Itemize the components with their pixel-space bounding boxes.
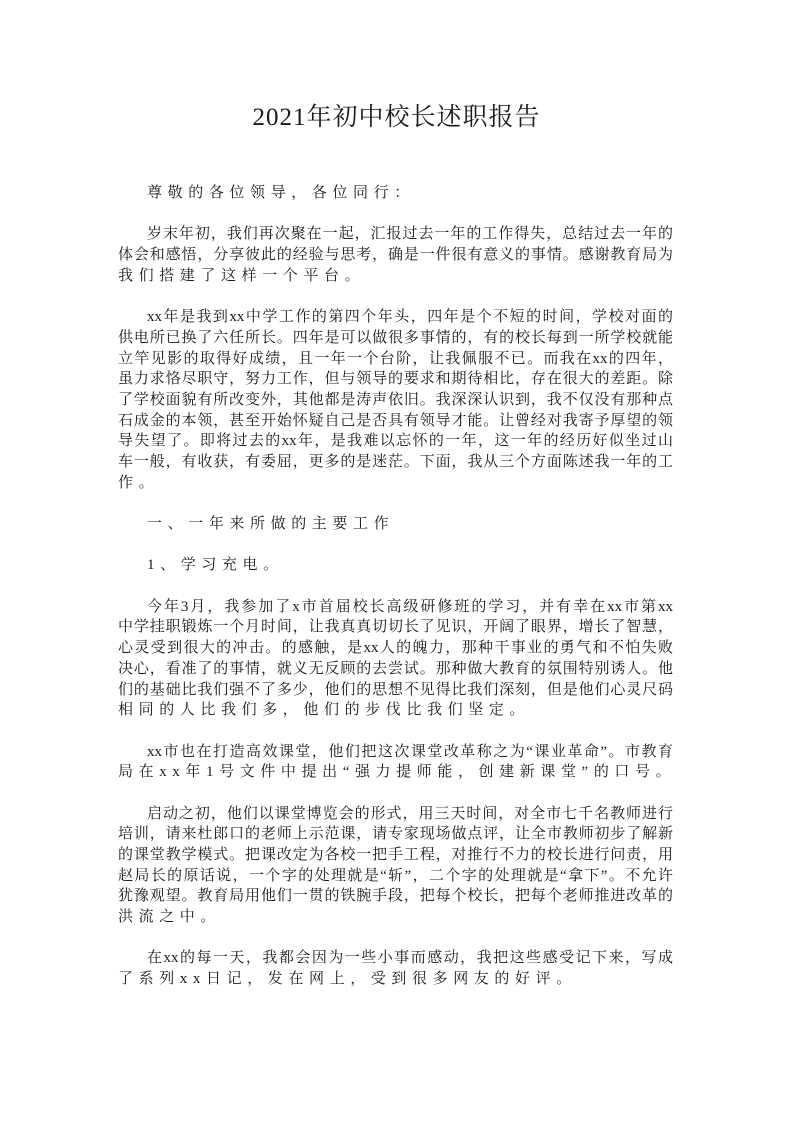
paragraph <box>118 555 673 576</box>
paragraph-line: 岁末年初，我们再次聚在一起，汇报过去一年的工作得失，总结过去一年的 <box>147 226 673 243</box>
paragraph-line: 培训，请来杜郎口的老师上示范课，请专家现场做点评，让全市教师初步了解新 <box>118 826 673 843</box>
paragraph-line: 虽力求恪尽职守，努力工作，但与领导的要求和期待相比，存在很大的差距。除 <box>118 371 673 388</box>
paragraph <box>118 224 673 286</box>
paragraph-line: 在xx的每一天，我都会因为一些小事而感动，我把这些感受记下来，写成 <box>147 950 673 967</box>
paragraph <box>118 804 673 928</box>
paragraph-line: 赵局长的原话说，一个字的处理就是“斩”，二个字的处理就是“拿下”。不允许 <box>118 867 673 884</box>
paragraph-line: 1、学习充电。 <box>147 557 284 574</box>
paragraph-line: 决心，看准了的事情，就义无反顾的去尝试。那种做大教育的氛围特别诱人。他 <box>118 660 673 677</box>
paragraph-line: 局在xx年1号文件中提出“强力提师能，创建新课堂”的口号。 <box>118 764 677 781</box>
document-title: 2021年初中校长述职报告 <box>252 104 541 131</box>
paragraph-line: 体会和感悟，分享彼此的经验与思考，确是一件很有意义的事情。感谢教育局为 <box>118 247 673 264</box>
paragraph <box>118 183 673 204</box>
paragraph-line: 中学挂职锻炼一个月时间，让我真真切切长了见识，开阔了眼界，增长了智慧， <box>118 619 673 636</box>
paragraph <box>118 307 673 493</box>
paragraph-line: 犹豫观望。教育局用他们一贯的铁腕手段，把每个校长，把每个老师推进改革的 <box>118 888 673 905</box>
paragraph-line: 的课堂教学模式。把课改定为各校一把手工程，对推行不力的校长进行问责，用 <box>118 847 673 863</box>
paragraph-line: 相同的人比我们多，他们的步伐比我们坚定。 <box>118 702 531 719</box>
paragraph-line: 今年3月，我参加了x市首届校长高级研修班的学习，并有幸在xx市第xx <box>147 598 673 615</box>
paragraph-line: 作。 <box>118 474 160 491</box>
paragraph-line: 了系列xx日记，发在网上，受到很多网友的好评。 <box>118 971 577 988</box>
paragraph-line: 石成金的本领，甚至开始怀疑自己是否具有领导才能。让曾经对我寄予厚望的领 <box>118 412 673 429</box>
paragraph-line: xx年是我到xx中学工作的第四个年头，四年是个不短的时间，学校对面的 <box>147 309 673 326</box>
paragraph-line: 供电所已换了六任所长。四年是可以做很多事情的，有的校长每到一所学校就能 <box>118 329 673 346</box>
paragraph-line: 心灵受到很大的冲击。的感触，是xx人的魄力，那种干事业的勇气和不怕失败 <box>118 640 673 657</box>
paragraph <box>118 514 673 535</box>
paragraph-line: 导失望了。即将过去的xx年，是我难以忘怀的一年，这一年的经历好似坐过山 <box>118 433 673 450</box>
paragraph-line: 洪流之中。 <box>118 909 222 926</box>
paragraph <box>118 742 677 783</box>
document-body <box>118 183 677 1011</box>
paragraph <box>118 948 673 989</box>
paragraph-line: 我们搭建了这样一个平台。 <box>118 267 366 284</box>
paragraph-line: 一、一年来所做的主要工作 <box>147 516 395 532</box>
paragraph-line: 车一般，有收获，有委屈，更多的是迷茫。下面，我从三个方面陈述我一年的工 <box>118 453 673 470</box>
paragraph-line: xx市也在打造高效课堂，他们把这次课堂改革称之为“课业革命”。市教育 <box>147 743 673 760</box>
paragraph-line: 立竿见影的取得好成绩，且一年一个台阶，让我佩服不已。而我在xx的四年， <box>118 350 673 367</box>
paragraph-line: 们的基础比我们强不了多少，他们的思想不见得比我们深刻，但是他们心灵尺码 <box>118 681 673 698</box>
paragraph-line: 启动之初，他们以课堂博览会的形式，用三天时间，对全市七千名教师进行 <box>147 805 673 822</box>
paragraph-line: 尊敬的各位领导，各位同行： <box>147 185 415 201</box>
paragraph-line: 了学校面貌有所改变外，其他都是涛声依旧。我深深认识到，我不仅没有那种点 <box>118 391 673 408</box>
paragraph <box>118 597 673 721</box>
